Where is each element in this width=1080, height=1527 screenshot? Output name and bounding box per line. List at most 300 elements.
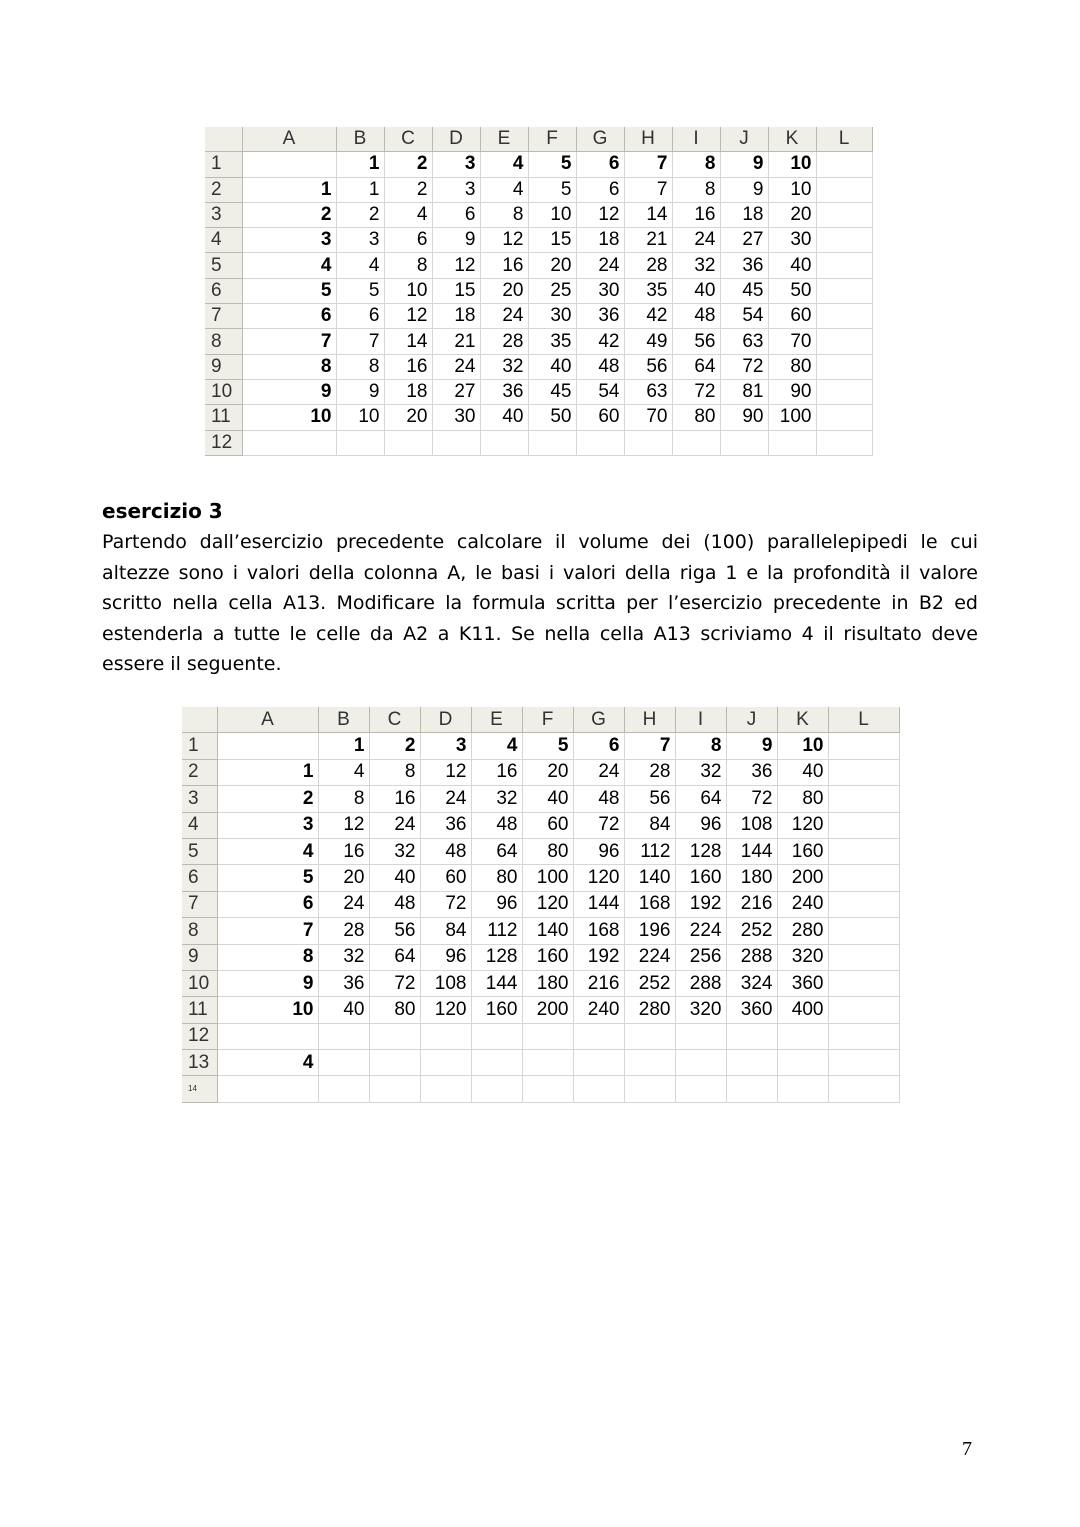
cell-i10[interactable]: 288 bbox=[675, 970, 726, 996]
cell-d6[interactable]: 15 bbox=[432, 278, 480, 303]
column-header-b[interactable]: B bbox=[336, 127, 384, 152]
cell-a11[interactable]: 10 bbox=[217, 997, 318, 1023]
cell-i4[interactable]: 24 bbox=[672, 228, 720, 253]
cell-k8[interactable]: 70 bbox=[768, 329, 816, 354]
cell-h12[interactable] bbox=[624, 1023, 675, 1049]
cell-a4[interactable]: 3 bbox=[217, 812, 318, 838]
cell-b9[interactable]: 8 bbox=[336, 354, 384, 379]
cell-b9[interactable]: 32 bbox=[318, 944, 369, 970]
cell-h10[interactable]: 63 bbox=[624, 379, 672, 404]
cell-f5[interactable]: 20 bbox=[528, 253, 576, 278]
cell-j11[interactable]: 90 bbox=[720, 405, 768, 430]
cell-f8[interactable]: 140 bbox=[522, 918, 573, 944]
cell-e13[interactable] bbox=[471, 1050, 522, 1076]
row-header-11[interactable]: 11 bbox=[205, 405, 242, 430]
cell-c5[interactable]: 32 bbox=[369, 838, 420, 864]
cell-d9[interactable]: 96 bbox=[420, 944, 471, 970]
cell-i1[interactable]: 8 bbox=[672, 152, 720, 177]
cell-d1[interactable]: 3 bbox=[432, 152, 480, 177]
cell-a10[interactable]: 9 bbox=[242, 379, 336, 404]
cell-d4[interactable]: 9 bbox=[432, 228, 480, 253]
column-header-e[interactable]: E bbox=[471, 707, 522, 733]
cell-h9[interactable]: 224 bbox=[624, 944, 675, 970]
cell-a11[interactable]: 10 bbox=[242, 405, 336, 430]
cell-l10[interactable] bbox=[828, 970, 899, 996]
row-header-6[interactable]: 6 bbox=[205, 278, 242, 303]
cell-e10[interactable]: 144 bbox=[471, 970, 522, 996]
cell-l3[interactable] bbox=[816, 202, 872, 227]
cell-l3[interactable] bbox=[828, 786, 899, 812]
cell-l2[interactable] bbox=[828, 759, 899, 785]
cell-d8[interactable]: 21 bbox=[432, 329, 480, 354]
cell-c7[interactable]: 48 bbox=[369, 891, 420, 917]
cell-e11[interactable]: 160 bbox=[471, 997, 522, 1023]
row-header-9[interactable]: 9 bbox=[205, 354, 242, 379]
cell-h1[interactable]: 7 bbox=[624, 152, 672, 177]
cell-g3[interactable]: 48 bbox=[573, 786, 624, 812]
cell-j2[interactable]: 36 bbox=[726, 759, 777, 785]
cell-f1[interactable]: 5 bbox=[522, 733, 573, 759]
cell-h6[interactable]: 35 bbox=[624, 278, 672, 303]
cell-h4[interactable]: 84 bbox=[624, 812, 675, 838]
cell-h11[interactable]: 70 bbox=[624, 405, 672, 430]
cell-k12[interactable] bbox=[768, 430, 816, 455]
cell-i7[interactable]: 192 bbox=[675, 891, 726, 917]
cell-e5[interactable]: 64 bbox=[471, 838, 522, 864]
cell-c7[interactable]: 12 bbox=[384, 304, 432, 329]
cell-e3[interactable]: 8 bbox=[480, 202, 528, 227]
cell-f11[interactable]: 50 bbox=[528, 405, 576, 430]
cell-j11[interactable]: 360 bbox=[726, 997, 777, 1023]
row-header-12[interactable]: 12 bbox=[182, 1023, 217, 1049]
cell-f3[interactable]: 10 bbox=[528, 202, 576, 227]
cell-i5[interactable]: 128 bbox=[675, 838, 726, 864]
column-header-h[interactable]: H bbox=[624, 127, 672, 152]
cell-j1[interactable]: 9 bbox=[720, 152, 768, 177]
cell-a10[interactable]: 9 bbox=[217, 970, 318, 996]
cell-a6[interactable]: 5 bbox=[217, 865, 318, 891]
cell-b7[interactable]: 6 bbox=[336, 304, 384, 329]
cell-f10[interactable]: 45 bbox=[528, 379, 576, 404]
cell-d7[interactable]: 18 bbox=[432, 304, 480, 329]
cell-c6[interactable]: 40 bbox=[369, 865, 420, 891]
cell-b4[interactable]: 3 bbox=[336, 228, 384, 253]
cell-k9[interactable]: 320 bbox=[777, 944, 828, 970]
cell-g2[interactable]: 6 bbox=[576, 177, 624, 202]
cell-b5[interactable]: 16 bbox=[318, 838, 369, 864]
cell-g12[interactable] bbox=[576, 430, 624, 455]
cell-a1[interactable] bbox=[242, 152, 336, 177]
cell-i1[interactable]: 8 bbox=[675, 733, 726, 759]
cell-b12[interactable] bbox=[336, 430, 384, 455]
cell-g8[interactable]: 168 bbox=[573, 918, 624, 944]
cell-k6[interactable]: 50 bbox=[768, 278, 816, 303]
cell-c2[interactable]: 2 bbox=[384, 177, 432, 202]
cell-b2[interactable]: 1 bbox=[336, 177, 384, 202]
cell-h6[interactable]: 140 bbox=[624, 865, 675, 891]
cell-a3[interactable]: 2 bbox=[242, 202, 336, 227]
cell-j8[interactable]: 252 bbox=[726, 918, 777, 944]
cell-k4[interactable]: 30 bbox=[768, 228, 816, 253]
cell-d7[interactable]: 72 bbox=[420, 891, 471, 917]
cell-i10[interactable]: 72 bbox=[672, 379, 720, 404]
cell-g1[interactable]: 6 bbox=[576, 152, 624, 177]
column-header-k[interactable]: K bbox=[768, 127, 816, 152]
cell-d11[interactable]: 30 bbox=[432, 405, 480, 430]
cell-e8[interactable]: 28 bbox=[480, 329, 528, 354]
cell-g4[interactable]: 72 bbox=[573, 812, 624, 838]
cell-l10[interactable] bbox=[816, 379, 872, 404]
cell-f4[interactable]: 15 bbox=[528, 228, 576, 253]
cell-d12[interactable] bbox=[432, 430, 480, 455]
cell-j1[interactable]: 9 bbox=[726, 733, 777, 759]
cell-a2[interactable]: 1 bbox=[242, 177, 336, 202]
row-header-4[interactable]: 4 bbox=[205, 228, 242, 253]
cell-g8[interactable]: 42 bbox=[576, 329, 624, 354]
row-header-partial[interactable]: 14 bbox=[182, 1076, 217, 1102]
cell-k11[interactable]: 400 bbox=[777, 997, 828, 1023]
cell-b4[interactable]: 12 bbox=[318, 812, 369, 838]
cell-a6[interactable]: 5 bbox=[242, 278, 336, 303]
cell-f8[interactable]: 35 bbox=[528, 329, 576, 354]
cell-g11[interactable]: 240 bbox=[573, 997, 624, 1023]
cell-j6[interactable]: 45 bbox=[720, 278, 768, 303]
cell-l9[interactable] bbox=[828, 944, 899, 970]
cell-e12[interactable] bbox=[471, 1023, 522, 1049]
cell-j2[interactable]: 9 bbox=[720, 177, 768, 202]
row-header-13[interactable]: 13 bbox=[182, 1050, 217, 1076]
cell-l12[interactable] bbox=[828, 1023, 899, 1049]
cell-d6[interactable]: 60 bbox=[420, 865, 471, 891]
cell-b8[interactable]: 28 bbox=[318, 918, 369, 944]
column-header-d[interactable]: D bbox=[432, 127, 480, 152]
cell-k1[interactable]: 10 bbox=[768, 152, 816, 177]
cell-c4[interactable]: 24 bbox=[369, 812, 420, 838]
cell-b2[interactable]: 4 bbox=[318, 759, 369, 785]
cell-h7[interactable]: 168 bbox=[624, 891, 675, 917]
row-header-8[interactable]: 8 bbox=[182, 918, 217, 944]
cell-i12[interactable] bbox=[675, 1023, 726, 1049]
cell-k8[interactable]: 280 bbox=[777, 918, 828, 944]
cell-h5[interactable]: 28 bbox=[624, 253, 672, 278]
cell-k7[interactable]: 240 bbox=[777, 891, 828, 917]
cell-i2[interactable]: 8 bbox=[672, 177, 720, 202]
cell-h4[interactable]: 21 bbox=[624, 228, 672, 253]
cell-j10[interactable]: 324 bbox=[726, 970, 777, 996]
cell-b1[interactable]: 1 bbox=[318, 733, 369, 759]
cell-h5[interactable]: 112 bbox=[624, 838, 675, 864]
cell-i8[interactable]: 56 bbox=[672, 329, 720, 354]
cell-j9[interactable]: 288 bbox=[726, 944, 777, 970]
cell-g13[interactable] bbox=[573, 1050, 624, 1076]
cell-l12[interactable] bbox=[816, 430, 872, 455]
cell-f6[interactable]: 100 bbox=[522, 865, 573, 891]
cell-g6[interactable]: 120 bbox=[573, 865, 624, 891]
cell-a9[interactable]: 8 bbox=[242, 354, 336, 379]
cell-a8[interactable]: 7 bbox=[217, 918, 318, 944]
cell-c13[interactable] bbox=[369, 1050, 420, 1076]
cell-c8[interactable]: 14 bbox=[384, 329, 432, 354]
cell-j8[interactable]: 63 bbox=[720, 329, 768, 354]
cell-a8[interactable]: 7 bbox=[242, 329, 336, 354]
cell-l8[interactable] bbox=[816, 329, 872, 354]
cell-d3[interactable]: 24 bbox=[420, 786, 471, 812]
cell-i9[interactable]: 256 bbox=[675, 944, 726, 970]
cell-i11[interactable]: 320 bbox=[675, 997, 726, 1023]
cell-j9[interactable]: 72 bbox=[720, 354, 768, 379]
cell-g9[interactable]: 192 bbox=[573, 944, 624, 970]
cell-d1[interactable]: 3 bbox=[420, 733, 471, 759]
cell-i13[interactable] bbox=[675, 1050, 726, 1076]
cell-a4[interactable]: 3 bbox=[242, 228, 336, 253]
cell-c3[interactable]: 4 bbox=[384, 202, 432, 227]
cell-c1[interactable]: 2 bbox=[384, 152, 432, 177]
cell-h3[interactable]: 56 bbox=[624, 786, 675, 812]
cell-h3[interactable]: 14 bbox=[624, 202, 672, 227]
cell-c5[interactable]: 8 bbox=[384, 253, 432, 278]
cell-j4[interactable]: 108 bbox=[726, 812, 777, 838]
cell-a7[interactable]: 6 bbox=[217, 891, 318, 917]
row-header-7[interactable]: 7 bbox=[205, 304, 242, 329]
cell-c9[interactable]: 64 bbox=[369, 944, 420, 970]
column-header-g[interactable]: G bbox=[573, 707, 624, 733]
cell-i9[interactable]: 64 bbox=[672, 354, 720, 379]
cell-l11[interactable] bbox=[828, 997, 899, 1023]
cell-i6[interactable]: 160 bbox=[675, 865, 726, 891]
cell-j3[interactable]: 72 bbox=[726, 786, 777, 812]
cell-k6[interactable]: 200 bbox=[777, 865, 828, 891]
cell-d3[interactable]: 6 bbox=[432, 202, 480, 227]
cell-l5[interactable] bbox=[828, 838, 899, 864]
cell-b6[interactable]: 5 bbox=[336, 278, 384, 303]
row-header-11[interactable]: 11 bbox=[182, 997, 217, 1023]
cell-k10[interactable]: 90 bbox=[768, 379, 816, 404]
cell-e7[interactable]: 24 bbox=[480, 304, 528, 329]
cell-e2[interactable]: 4 bbox=[480, 177, 528, 202]
cell-h9[interactable]: 56 bbox=[624, 354, 672, 379]
cell-d5[interactable]: 48 bbox=[420, 838, 471, 864]
cell-f2[interactable]: 5 bbox=[528, 177, 576, 202]
cell-b6[interactable]: 20 bbox=[318, 865, 369, 891]
cell-f2[interactable]: 20 bbox=[522, 759, 573, 785]
cell-e9[interactable]: 128 bbox=[471, 944, 522, 970]
column-header-g[interactable]: G bbox=[576, 127, 624, 152]
cell-f4[interactable]: 60 bbox=[522, 812, 573, 838]
cell-k4[interactable]: 120 bbox=[777, 812, 828, 838]
row-header-7[interactable]: 7 bbox=[182, 891, 217, 917]
cell-i4[interactable]: 96 bbox=[675, 812, 726, 838]
cell-a9[interactable]: 8 bbox=[217, 944, 318, 970]
row-header-9[interactable]: 9 bbox=[182, 944, 217, 970]
cell-k7[interactable]: 60 bbox=[768, 304, 816, 329]
cell-d11[interactable]: 120 bbox=[420, 997, 471, 1023]
cell-f7[interactable]: 120 bbox=[522, 891, 573, 917]
cell-j5[interactable]: 36 bbox=[720, 253, 768, 278]
column-header-a[interactable]: A bbox=[217, 707, 318, 733]
cell-l13[interactable] bbox=[828, 1050, 899, 1076]
cell-k3[interactable]: 20 bbox=[768, 202, 816, 227]
cell-l1[interactable] bbox=[816, 152, 872, 177]
cell-e12[interactable] bbox=[480, 430, 528, 455]
cell-d9[interactable]: 24 bbox=[432, 354, 480, 379]
cell-b7[interactable]: 24 bbox=[318, 891, 369, 917]
cell-j10[interactable]: 81 bbox=[720, 379, 768, 404]
cell-f9[interactable]: 40 bbox=[528, 354, 576, 379]
cell-j12[interactable] bbox=[726, 1023, 777, 1049]
cell-a1[interactable] bbox=[217, 733, 318, 759]
row-header-1[interactable]: 1 bbox=[205, 152, 242, 177]
cell-g11[interactable]: 60 bbox=[576, 405, 624, 430]
cell-i11[interactable]: 80 bbox=[672, 405, 720, 430]
column-header-b[interactable]: B bbox=[318, 707, 369, 733]
cell-b11[interactable]: 10 bbox=[336, 405, 384, 430]
cell-f12[interactable] bbox=[522, 1023, 573, 1049]
select-all-corner[interactable] bbox=[205, 127, 242, 152]
cell-k11[interactable]: 100 bbox=[768, 405, 816, 430]
cell-j5[interactable]: 144 bbox=[726, 838, 777, 864]
cell-j12[interactable] bbox=[720, 430, 768, 455]
cell-c6[interactable]: 10 bbox=[384, 278, 432, 303]
row-header-1[interactable]: 1 bbox=[182, 733, 217, 759]
cell-f12[interactable] bbox=[528, 430, 576, 455]
cell-g6[interactable]: 30 bbox=[576, 278, 624, 303]
cell-h10[interactable]: 252 bbox=[624, 970, 675, 996]
row-header-3[interactable]: 3 bbox=[182, 786, 217, 812]
cell-f10[interactable]: 180 bbox=[522, 970, 573, 996]
column-header-h[interactable]: H bbox=[624, 707, 675, 733]
cell-g4[interactable]: 18 bbox=[576, 228, 624, 253]
cell-a3[interactable]: 2 bbox=[217, 786, 318, 812]
cell-b5[interactable]: 4 bbox=[336, 253, 384, 278]
cell-f3[interactable]: 40 bbox=[522, 786, 573, 812]
cell-h12[interactable] bbox=[624, 430, 672, 455]
column-header-i[interactable]: I bbox=[672, 127, 720, 152]
cell-b13[interactable] bbox=[318, 1050, 369, 1076]
column-header-e[interactable]: E bbox=[480, 127, 528, 152]
column-header-c[interactable]: C bbox=[369, 707, 420, 733]
row-header-6[interactable]: 6 bbox=[182, 865, 217, 891]
cell-l7[interactable] bbox=[816, 304, 872, 329]
cell-k13[interactable] bbox=[777, 1050, 828, 1076]
cell-l7[interactable] bbox=[828, 891, 899, 917]
cell-f11[interactable]: 200 bbox=[522, 997, 573, 1023]
cell-j7[interactable]: 216 bbox=[726, 891, 777, 917]
cell-e9[interactable]: 32 bbox=[480, 354, 528, 379]
cell-c10[interactable]: 72 bbox=[369, 970, 420, 996]
cell-d12[interactable] bbox=[420, 1023, 471, 1049]
cell-g7[interactable]: 144 bbox=[573, 891, 624, 917]
cell-i8[interactable]: 224 bbox=[675, 918, 726, 944]
cell-k12[interactable] bbox=[777, 1023, 828, 1049]
cell-i3[interactable]: 64 bbox=[675, 786, 726, 812]
cell-l4[interactable] bbox=[816, 228, 872, 253]
cell-c8[interactable]: 56 bbox=[369, 918, 420, 944]
cell-e7[interactable]: 96 bbox=[471, 891, 522, 917]
cell-i7[interactable]: 48 bbox=[672, 304, 720, 329]
cell-b11[interactable]: 40 bbox=[318, 997, 369, 1023]
cell-k9[interactable]: 80 bbox=[768, 354, 816, 379]
cell-l8[interactable] bbox=[828, 918, 899, 944]
cell-a13[interactable]: 4 bbox=[217, 1050, 318, 1076]
cell-h11[interactable]: 280 bbox=[624, 997, 675, 1023]
cell-l5[interactable] bbox=[816, 253, 872, 278]
cell-e1[interactable]: 4 bbox=[471, 733, 522, 759]
cell-f6[interactable]: 25 bbox=[528, 278, 576, 303]
cell-d8[interactable]: 84 bbox=[420, 918, 471, 944]
cell-b8[interactable]: 7 bbox=[336, 329, 384, 354]
cell-c12[interactable] bbox=[369, 1023, 420, 1049]
cell-e11[interactable]: 40 bbox=[480, 405, 528, 430]
cell-d2[interactable]: 12 bbox=[420, 759, 471, 785]
cell-b10[interactable]: 36 bbox=[318, 970, 369, 996]
column-header-i[interactable]: I bbox=[675, 707, 726, 733]
row-header-2[interactable]: 2 bbox=[182, 759, 217, 785]
cell-h13[interactable] bbox=[624, 1050, 675, 1076]
cell-j3[interactable]: 18 bbox=[720, 202, 768, 227]
cell-e2[interactable]: 16 bbox=[471, 759, 522, 785]
cell-g10[interactable]: 54 bbox=[576, 379, 624, 404]
cell-g2[interactable]: 24 bbox=[573, 759, 624, 785]
cell-c11[interactable]: 80 bbox=[369, 997, 420, 1023]
cell-g5[interactable]: 24 bbox=[576, 253, 624, 278]
column-header-k[interactable]: K bbox=[777, 707, 828, 733]
cell-l6[interactable] bbox=[828, 865, 899, 891]
cell-d10[interactable]: 27 bbox=[432, 379, 480, 404]
cell-g9[interactable]: 48 bbox=[576, 354, 624, 379]
cell-b1[interactable]: 1 bbox=[336, 152, 384, 177]
row-header-12[interactable]: 12 bbox=[205, 430, 242, 455]
cell-k10[interactable]: 360 bbox=[777, 970, 828, 996]
cell-g7[interactable]: 36 bbox=[576, 304, 624, 329]
cell-e4[interactable]: 12 bbox=[480, 228, 528, 253]
cell-f13[interactable] bbox=[522, 1050, 573, 1076]
cell-c1[interactable]: 2 bbox=[369, 733, 420, 759]
cell-l4[interactable] bbox=[828, 812, 899, 838]
cell-b10[interactable]: 9 bbox=[336, 379, 384, 404]
column-header-j[interactable]: J bbox=[720, 127, 768, 152]
cell-e3[interactable]: 32 bbox=[471, 786, 522, 812]
cell-l11[interactable] bbox=[816, 405, 872, 430]
cell-j4[interactable]: 27 bbox=[720, 228, 768, 253]
cell-k1[interactable]: 10 bbox=[777, 733, 828, 759]
row-header-2[interactable]: 2 bbox=[205, 177, 242, 202]
cell-k5[interactable]: 160 bbox=[777, 838, 828, 864]
cell-j7[interactable]: 54 bbox=[720, 304, 768, 329]
cell-f5[interactable]: 80 bbox=[522, 838, 573, 864]
cell-i12[interactable] bbox=[672, 430, 720, 455]
cell-g1[interactable]: 6 bbox=[573, 733, 624, 759]
cell-i3[interactable]: 16 bbox=[672, 202, 720, 227]
cell-c3[interactable]: 16 bbox=[369, 786, 420, 812]
cell-h1[interactable]: 7 bbox=[624, 733, 675, 759]
column-header-l[interactable]: L bbox=[828, 707, 899, 733]
cell-h2[interactable]: 28 bbox=[624, 759, 675, 785]
cell-k3[interactable]: 80 bbox=[777, 786, 828, 812]
cell-j6[interactable]: 180 bbox=[726, 865, 777, 891]
cell-d10[interactable]: 108 bbox=[420, 970, 471, 996]
cell-h2[interactable]: 7 bbox=[624, 177, 672, 202]
cell-a12[interactable] bbox=[217, 1023, 318, 1049]
cell-i5[interactable]: 32 bbox=[672, 253, 720, 278]
cell-b12[interactable] bbox=[318, 1023, 369, 1049]
cell-l9[interactable] bbox=[816, 354, 872, 379]
cell-f7[interactable]: 30 bbox=[528, 304, 576, 329]
cell-k2[interactable]: 10 bbox=[768, 177, 816, 202]
column-header-c[interactable]: C bbox=[384, 127, 432, 152]
cell-e4[interactable]: 48 bbox=[471, 812, 522, 838]
select-all-corner[interactable] bbox=[182, 707, 217, 733]
cell-c12[interactable] bbox=[384, 430, 432, 455]
